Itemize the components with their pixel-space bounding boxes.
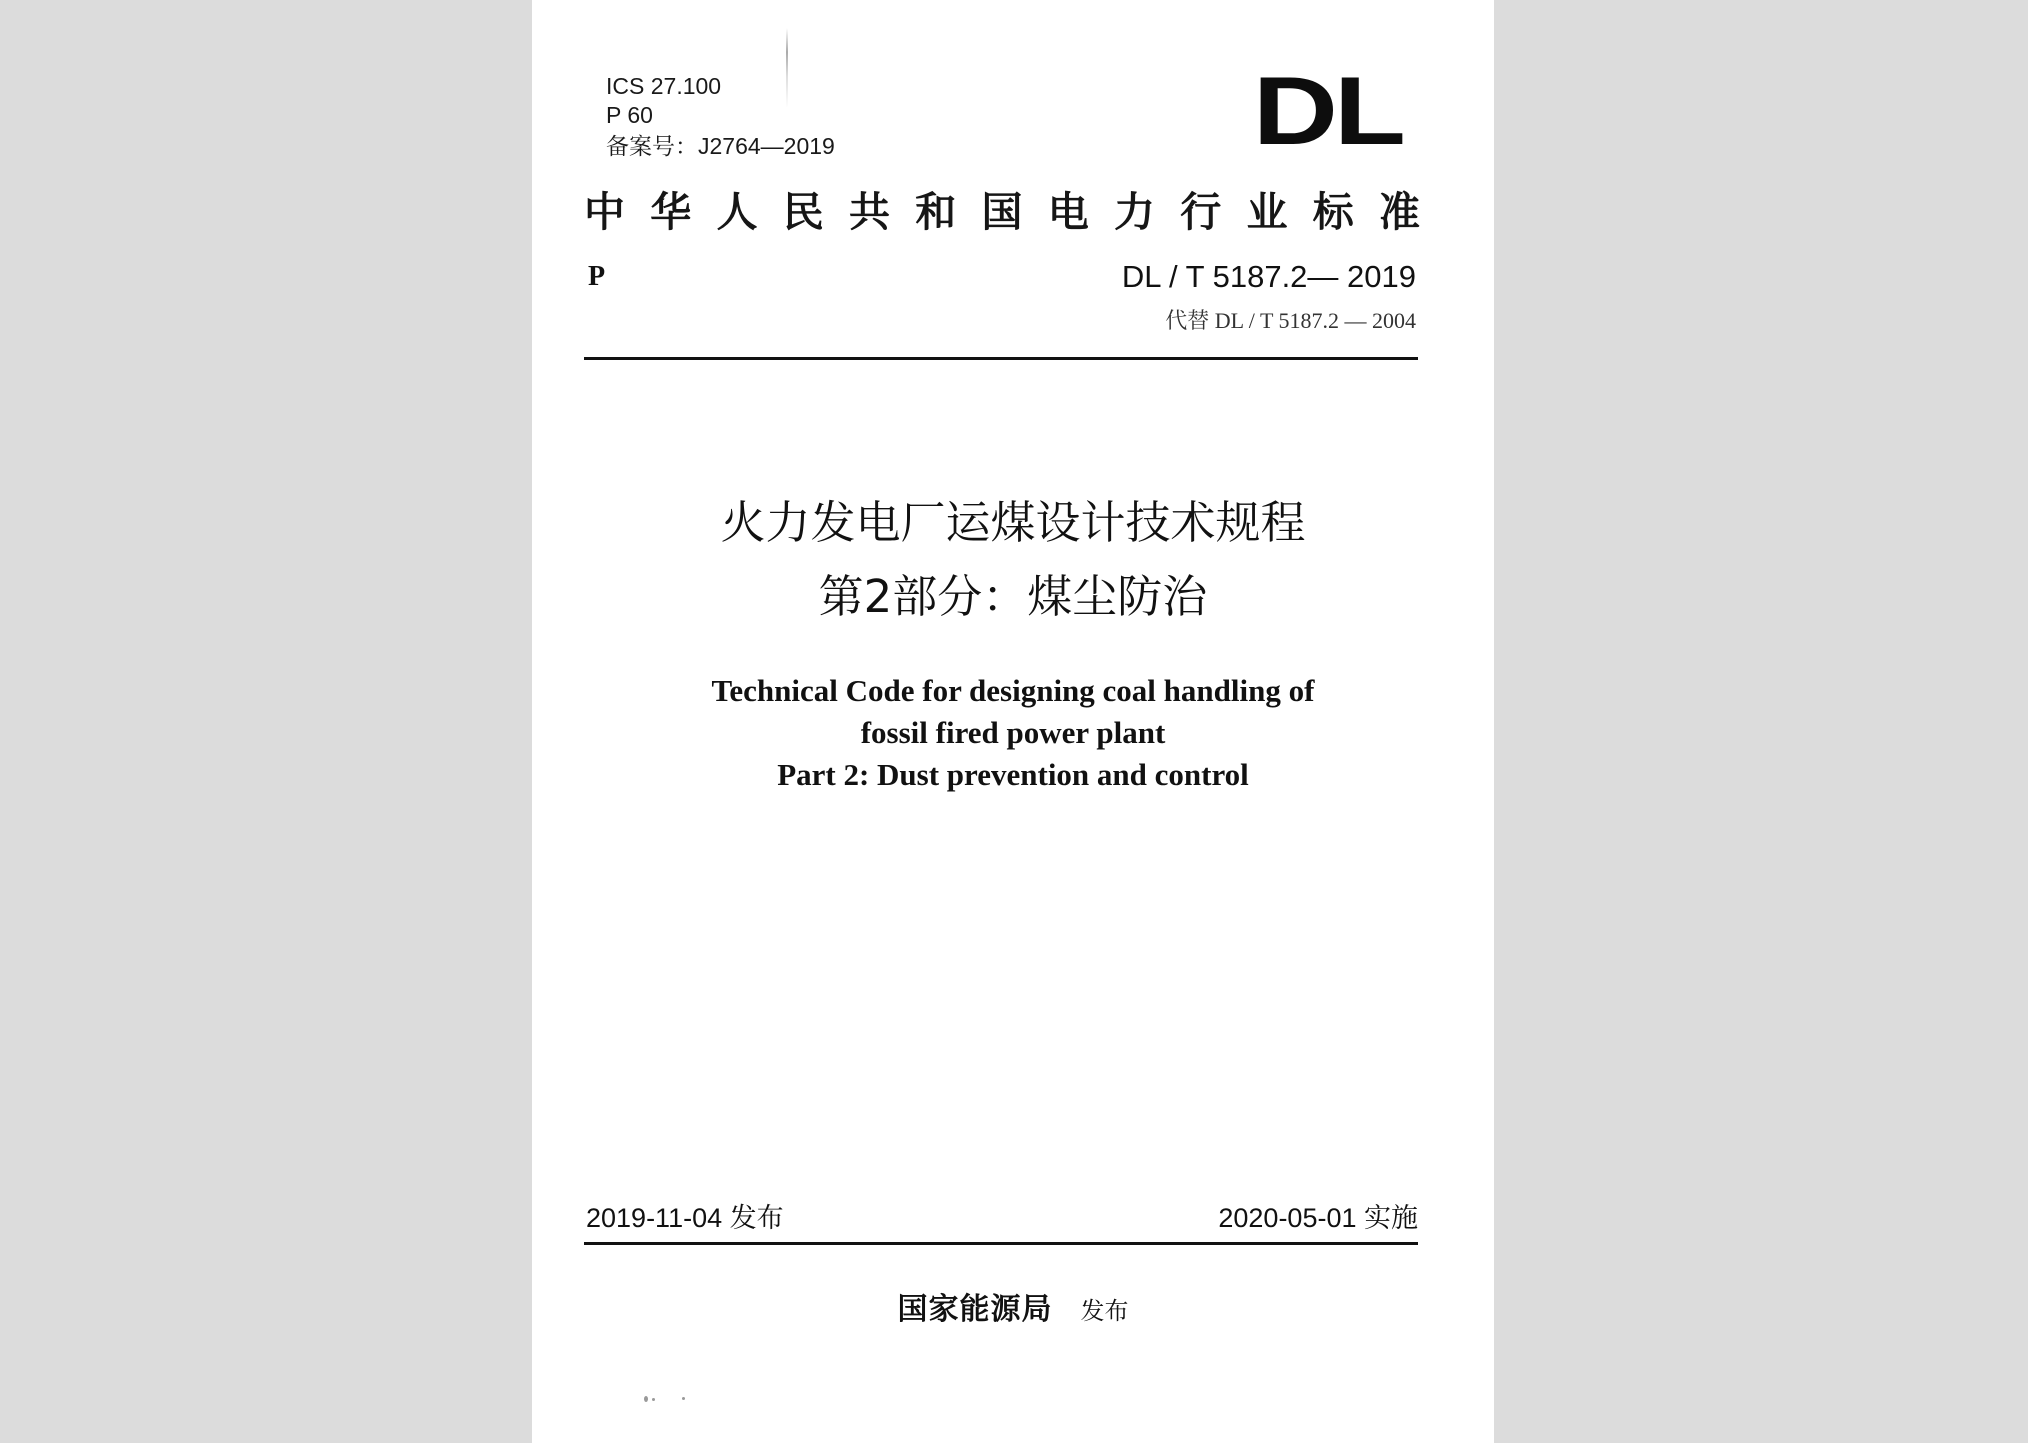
title-english-line-1: Technical Code for designing coal handling of — [711, 673, 1315, 708]
scan-speck — [682, 1397, 685, 1400]
replaces-standard: 代替 DL / T 5187.2 — 2004 — [1165, 308, 1416, 333]
standard-number: DL / T 5187.2— 2019 — [1121, 259, 1416, 294]
standard-type-char: 人 — [716, 188, 758, 236]
title-chinese-line-1: 火力发电厂运煤设计技术规程 — [720, 496, 1306, 549]
publisher-action: 发布 — [1080, 1297, 1129, 1325]
standard-type-char: 民 — [782, 188, 824, 236]
standard-type-char: 行 — [1180, 188, 1222, 236]
publisher-organization: 国家能源局 — [897, 1292, 1053, 1327]
standard-type-char: 中 — [584, 188, 625, 236]
record-number: 备案号：J2764—2019 — [606, 133, 835, 159]
standard-type-char: 力 — [1114, 188, 1155, 236]
title-english-line-3: Part 2: Dust prevention and control — [777, 757, 1249, 792]
standard-type-title — [584, 184, 1420, 240]
standard-type-char: 电 — [1047, 188, 1089, 236]
title-english-line-2: fossil fired power plant — [860, 715, 1166, 750]
footer-divider — [584, 1242, 1418, 1245]
classification-letter: P — [588, 261, 606, 292]
publisher-line — [532, 1290, 1494, 1331]
standard-type-char: 华 — [650, 188, 692, 236]
title-chinese-line-2: 第2部分：煤尘防治 — [818, 570, 1208, 623]
standard-type-char: 准 — [1379, 188, 1420, 236]
p-code: P 60 — [606, 102, 653, 128]
standard-type-char: 共 — [849, 188, 890, 236]
header-divider — [584, 357, 1418, 360]
standard-type-char: 和 — [915, 188, 957, 236]
standard-type-char: 业 — [1246, 188, 1288, 236]
scan-speck — [644, 1396, 648, 1402]
implementation-date: 2020-05-01 实施 — [1218, 1203, 1418, 1233]
standard-type-char: 国 — [981, 188, 1023, 236]
standard-type-char: 标 — [1312, 188, 1354, 236]
dl-logo: DL — [1252, 56, 1402, 166]
issue-date: 2019-11-04 发布 — [586, 1203, 784, 1233]
ics-code: ICS 27.100 — [606, 73, 722, 99]
scan-artifact — [786, 28, 788, 108]
scan-speck — [652, 1398, 655, 1401]
document-page — [532, 0, 1494, 1443]
